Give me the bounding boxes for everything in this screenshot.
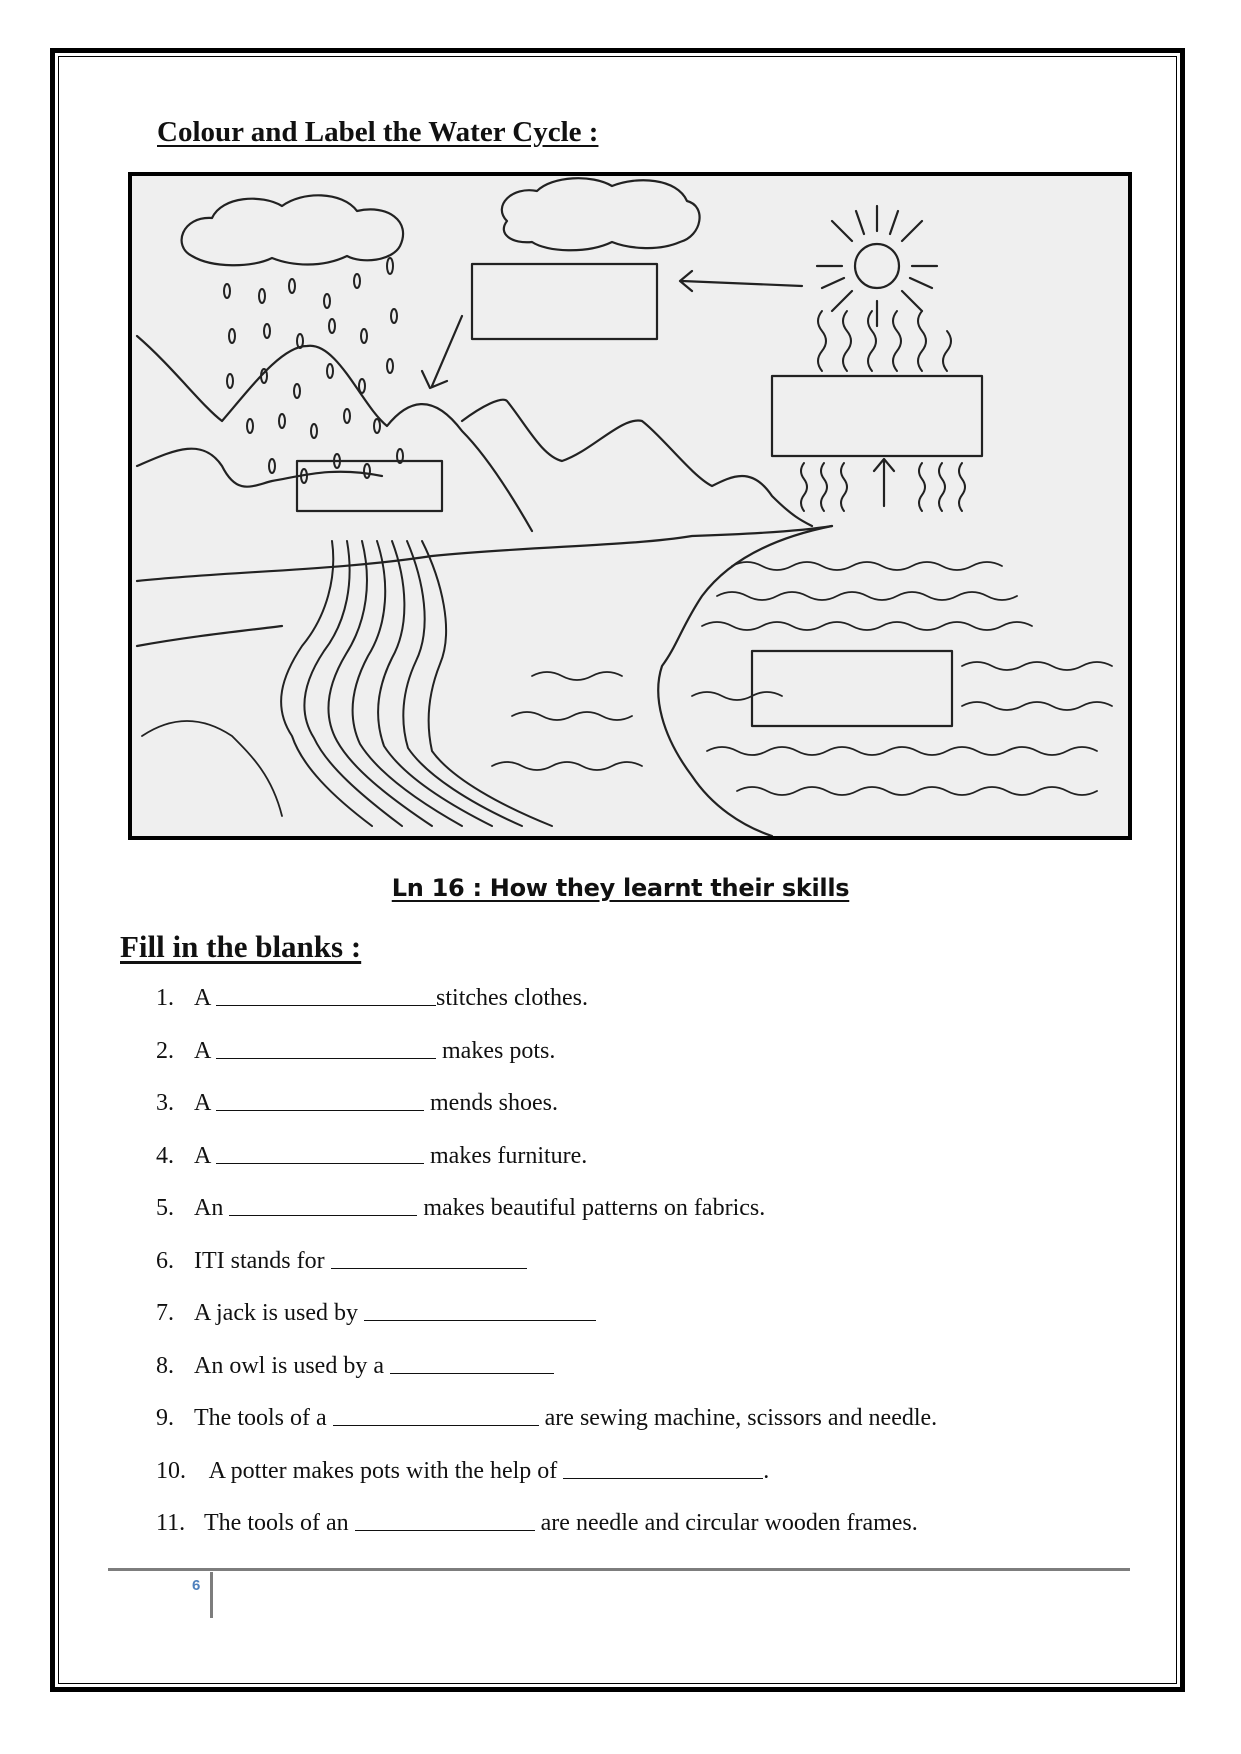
question-number: 1. xyxy=(156,985,174,1011)
question-number: 7. xyxy=(156,1300,174,1326)
answer-blank[interactable] xyxy=(364,1300,596,1321)
question-number: 4. xyxy=(156,1142,174,1169)
sun xyxy=(817,206,937,326)
question-text-before: An xyxy=(194,1195,230,1221)
question-item xyxy=(156,1038,937,1091)
lesson-title: Ln 16 : How they learnt their skills xyxy=(391,874,850,902)
question-item xyxy=(156,1458,937,1511)
worksheet-title: Colour and Label the Water Cycle : xyxy=(157,116,599,148)
question-text-after: makes pots. xyxy=(436,1037,556,1064)
question-item xyxy=(156,1090,937,1143)
question-text-before: The tools of a xyxy=(194,1405,333,1431)
question-text-after: makes furniture. xyxy=(424,1142,588,1169)
question-number: 2. xyxy=(156,1037,174,1064)
raindrops xyxy=(224,258,403,483)
answer-blank[interactable] xyxy=(331,1248,527,1269)
label-box-2 xyxy=(772,376,982,456)
footer-divider xyxy=(210,1572,213,1618)
mountains xyxy=(137,336,812,531)
question-text-after: are needle and circular wooden frames. xyxy=(534,1510,918,1536)
horizon xyxy=(137,526,832,581)
sea-coast xyxy=(658,526,832,836)
question-text-after: . xyxy=(763,1457,770,1484)
footer-rule xyxy=(108,1568,1130,1571)
question-list xyxy=(156,985,937,1563)
question-text-after: are sewing machine, scissors and needle. xyxy=(538,1405,938,1431)
question-item xyxy=(156,1405,937,1458)
question-number: 5. xyxy=(156,1195,174,1221)
question-text-after: stitches clothes. xyxy=(436,985,588,1011)
arrow-cloud xyxy=(422,316,462,388)
question-item xyxy=(156,985,937,1038)
question-text-before: The tools of an xyxy=(204,1510,355,1536)
answer-blank[interactable] xyxy=(333,1405,539,1426)
question-text-before: A potter makes pots with the help of xyxy=(204,1457,564,1484)
label-box-1 xyxy=(472,264,657,339)
question-number: 6. xyxy=(156,1247,174,1274)
answer-blank[interactable] xyxy=(216,1143,424,1164)
question-item xyxy=(156,1510,937,1563)
question-number: 11. xyxy=(156,1510,186,1536)
question-text-after: mends shoes. xyxy=(424,1090,559,1116)
question-item xyxy=(156,1195,937,1248)
cloud xyxy=(502,178,700,250)
answer-blank[interactable] xyxy=(216,1038,436,1059)
question-text-before: A xyxy=(194,1142,217,1169)
question-text-before: An owl is used by a xyxy=(194,1352,390,1379)
question-text-before: A jack is used by xyxy=(194,1300,364,1326)
arrow-sun xyxy=(680,271,802,291)
horizon-lower xyxy=(137,626,282,646)
question-number: 3. xyxy=(156,1090,174,1116)
question-item xyxy=(156,1143,937,1196)
question-number: 9. xyxy=(156,1405,174,1431)
answer-blank[interactable] xyxy=(216,985,436,1006)
question-number: 8. xyxy=(156,1352,174,1379)
page-number: 6 xyxy=(192,1577,201,1594)
answer-blank[interactable] xyxy=(390,1353,554,1374)
question-text-after: makes beautiful patterns on fabrics. xyxy=(417,1195,766,1221)
rain-cloud xyxy=(182,195,403,265)
answer-blank[interactable] xyxy=(563,1458,763,1479)
river xyxy=(281,541,552,826)
question-number: 10. xyxy=(156,1457,186,1484)
answer-blank[interactable] xyxy=(355,1510,535,1531)
arrow-up xyxy=(874,459,894,506)
question-text-before: ITI stands for xyxy=(194,1247,331,1274)
question-text-before: A xyxy=(194,1037,217,1064)
question-text-before: A xyxy=(194,1090,217,1116)
question-item xyxy=(156,1248,937,1301)
section-title: Fill in the blanks : xyxy=(120,929,362,964)
question-text-before: A xyxy=(194,985,217,1011)
water-cycle-diagram xyxy=(128,172,1132,840)
answer-blank[interactable] xyxy=(216,1090,424,1111)
answer-blank[interactable] xyxy=(229,1195,417,1216)
question-item xyxy=(156,1300,937,1353)
question-item xyxy=(156,1353,937,1406)
sea-waves xyxy=(142,562,1112,816)
label-box-4 xyxy=(752,651,952,726)
